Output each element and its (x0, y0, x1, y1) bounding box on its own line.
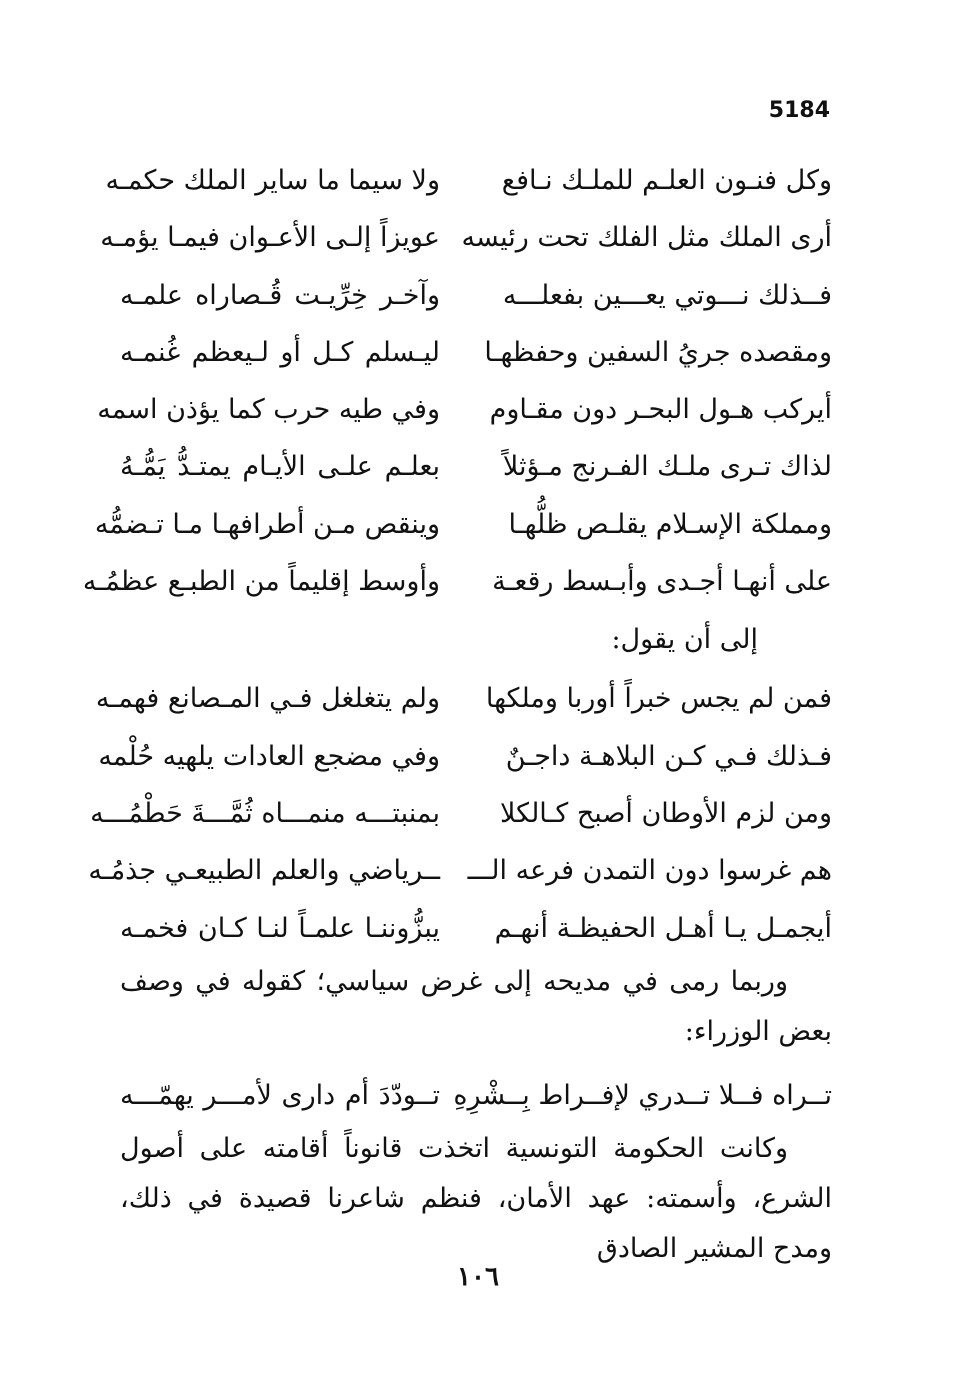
verse-second-hemistich: ولا سيما ما ساير الملك حكمـه (105, 165, 440, 196)
verse-first-hemistich: ومقصده جريُ السفين وحفظهـا (484, 336, 832, 368)
verse-second-hemistich: بمنبتـــه منمـــاه ثُمَّـــةَ حَطْمُـــه (90, 797, 440, 829)
verse-line (97, 381, 832, 438)
verse-first-hemistich: تــراه فــلا تــدري لإفــراط بِــشْرِهِ (453, 1079, 832, 1111)
verse-second-hemistich: يبزُّوننـا علمـاً لنـا كـان فخمـه (120, 912, 440, 944)
page-number: ١٠٦ (457, 1262, 499, 1292)
verse-line (88, 842, 832, 899)
verse-second-hemistich: وفي مضجع العادات يلهيه حُلْمه (98, 740, 440, 772)
verse-first-hemistich: أيركب هـول البحـر دون مقـاوم (489, 394, 832, 426)
verse-first-hemistich: على أنهـا أجـدى وأبـسط رقعـة (492, 566, 832, 598)
spacer (120, 1057, 832, 1067)
verse-line (94, 496, 832, 553)
verse-line (82, 553, 832, 610)
verse-line (105, 152, 832, 209)
page-id: 5184 (768, 98, 830, 123)
verse-first-hemistich: لذاك تـرى ملـك الفـرنج مـؤثلاً (502, 451, 832, 483)
verse-line (120, 1067, 832, 1124)
verse-first-hemistich: أيجمـل يـا أهـل الحفيظـة أنهـم (494, 912, 832, 944)
verse-first-hemistich: ومن لزم الأوطان أصبح كـالكلا (500, 797, 832, 829)
verse-second-hemistich: ليـسلم كـل أو لـيعظم غُنمـه (120, 336, 440, 368)
verse-line (98, 728, 832, 785)
verse-second-hemistich: وينقص مـن أطرافهـا مـا تـضمُّه (94, 508, 440, 540)
verse-second-hemistich: ولم يتغلغل فـي المـصانع فهمـه (95, 683, 440, 715)
verse-line (120, 324, 832, 381)
verse-line (120, 900, 832, 957)
verse-line (120, 438, 832, 495)
intro-line: إلى أن يقول: (611, 624, 758, 656)
verse-line (120, 267, 832, 324)
verse-second-hemistich: وفي طيه حرب كما يؤذن اسمه (97, 394, 440, 426)
text-block (82, 152, 832, 1274)
verse-line (95, 670, 832, 727)
verse-second-hemistich: تــودّدَ أم دارى لأمـــر يهمّـــه (120, 1079, 440, 1111)
verse-second-hemistich: ــرياضي والعلم الطبيعـي جذمُـه (88, 855, 440, 887)
verse-second-hemistich: وآخـر خِرِّيـت قُـصاراه علمـه (120, 279, 440, 311)
verse-first-hemistich: وكل فنـون العلـم للملـك نـافع (501, 165, 832, 196)
verse-first-hemistich: فـذلك فـي كـن البلاهـة داجـنٌ (505, 740, 832, 772)
verse-line (90, 785, 832, 842)
verse-line (100, 209, 832, 266)
verse-first-hemistich: أرى الملك مثل الفلك تحت رئيسه (461, 222, 832, 254)
prose-paragraph: وكانت الحكومة التونسية اتخذت قانوناً أقامته على أصول الشرع، وأسمته: عهد الأمان، فنظم شاعرنا قصيدة في ذلك، ومدح المشير الصادق (120, 1133, 832, 1265)
verse-first-hemistich: هم غرسوا دون التمدن فرعه الـــ (467, 855, 832, 887)
verse-first-hemistich: فــذلك نـــوتي يعـــين بفعلـــه (502, 279, 832, 311)
verse-second-hemistich: بعلـم علـى الأيـام يمتـدُّ يَمُّـهُ (120, 451, 440, 483)
verse-second-hemistich: وأوسط إقليماً من الطبـع عظمُـه (82, 566, 440, 598)
verse-first-hemistich: ومملكة الإسـلام يقلـص ظلُّهـا (508, 508, 832, 540)
prose-paragraph: وربما رمى في مديحه إلى غرض سياسي؛ كقوله في وصف بعض الوزراء: (120, 965, 832, 1047)
verse-second-hemistich: عويزاً إلـى الأعـوان فيمـا يؤمـه (100, 222, 440, 254)
verse-first-hemistich: فمن لم يجس خبراً أوربا وملكها (485, 683, 832, 715)
